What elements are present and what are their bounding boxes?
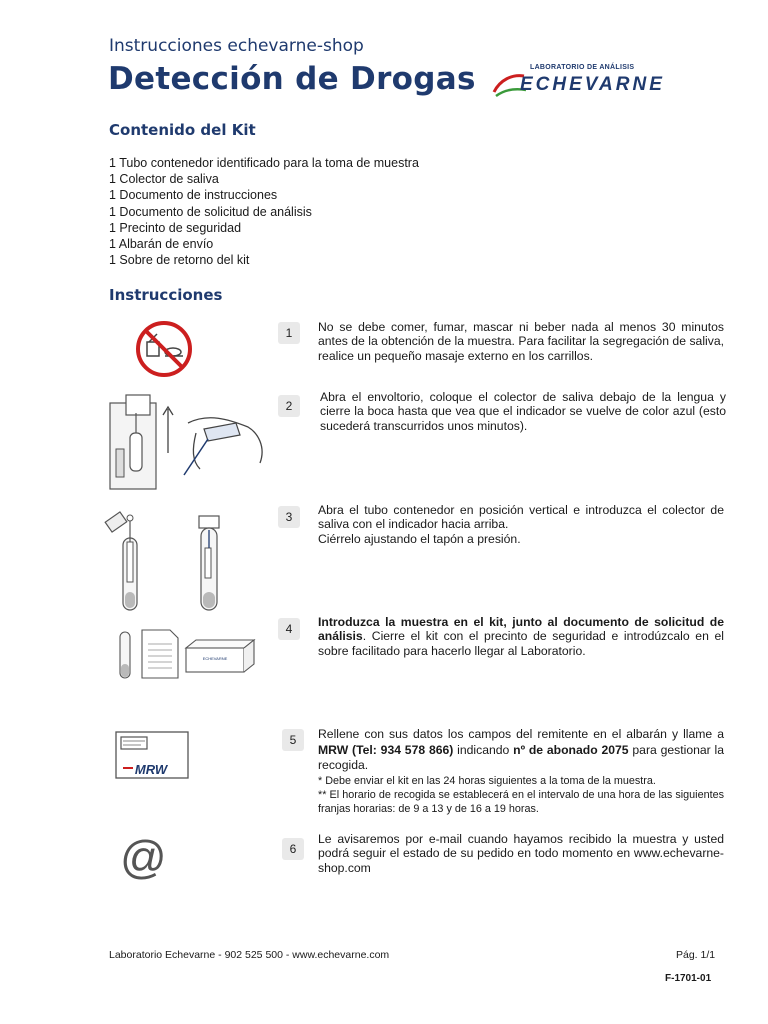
envelope-brand: MRW [134, 762, 168, 777]
step-text-mid: indicando [453, 742, 514, 757]
kit-box-icon [112, 626, 260, 682]
mrw-phone: MRW (Tel: 934 578 866) [318, 742, 454, 757]
instructions-heading: Instrucciones [109, 286, 223, 304]
step-text: Abra el envoltorio, coloque el colector de saliva debajo de la lengua y cierre la boca hasta que vea que el indicador se vuelve de color azul (esto sucederá transcurridos unos minutos). [320, 390, 726, 433]
document-code: F-1701-01 [665, 973, 712, 984]
step-note: * Debe enviar el kit en las 24 horas siguientes a la toma de la muestra. [318, 774, 656, 787]
step-number: 1 [278, 322, 300, 344]
tube-icon [103, 508, 233, 613]
mrw-envelope-icon [115, 731, 191, 781]
footer-contact: Laboratorio Echevarne - 902 525 500 - www.echevarne.com [109, 949, 390, 961]
kit-item: 1 Tubo contenedor identificado para la toma de muestra [109, 156, 419, 170]
subscriber-number: nº de abonado 2075 [513, 742, 629, 757]
step-number: 3 [278, 506, 300, 528]
step-text-post: para gestionar la recogida. [318, 742, 725, 772]
step-text [318, 503, 724, 546]
step-text-line: Ciérrelo ajustando el tapón a presión. [318, 531, 521, 546]
step-number: 6 [282, 838, 304, 860]
step-text-rest: . Cierre el kit con el precinto de seguridad e introdúzcalo en el sobre facilitado para hacerlo llegar al Laboratorio. [318, 629, 724, 658]
step-number: 5 [282, 729, 304, 751]
kit-item: 1 Precinto de seguridad [109, 220, 242, 235]
logo-tagline: LABORATORIO DE ANÁLISIS [530, 64, 635, 71]
step-text [318, 727, 724, 816]
saliva-collector-icon [108, 393, 273, 493]
step-note: ** El horario de recogida se establecerá en el intervalo de una hora de las siguientes franjas horarias: de 9 a 13 y de 16 a 19 horas. [318, 788, 724, 815]
step-text-line: Abra el tubo contenedor en posición vertical e introduzca el colector de saliva con el indicador hacia arriba. [318, 503, 724, 532]
kit-list [109, 155, 419, 268]
at-icon: @ [120, 831, 167, 883]
kit-item: 1 Sobre de retorno del kit [109, 253, 250, 268]
page-number: Pág. 1/1 [676, 949, 716, 961]
box-label: ECHEVARNE [202, 656, 228, 661]
echevarne-logo [490, 62, 720, 104]
no-eating-icon [135, 320, 195, 380]
step-number: 4 [278, 618, 300, 640]
logo-name: ECHEVARNE [520, 74, 665, 95]
step-text-pre: Rellene con sus datos los campos del remitente en el albarán y llame a [318, 727, 724, 741]
kit-item: 1 Albarán de envío [109, 237, 214, 252]
kit-item: 1 Documento de solicitud de análisis [109, 204, 312, 219]
step-text [318, 615, 724, 658]
header-subtitle: Instrucciones echevarne-shop [109, 36, 364, 56]
kit-heading: Contenido del Kit [109, 121, 256, 139]
step-number: 2 [278, 395, 300, 417]
kit-item: 1 Documento de instrucciones [109, 188, 278, 203]
kit-item: 1 Colector de saliva [109, 172, 219, 187]
page-title: Detección de Drogas [108, 61, 476, 97]
step-text: Le avisaremos por e-mail cuando hayamos recibido la muestra y usted podrá seguir el estado de su pedido en todo momento en www.echevarne-shop.com [318, 832, 724, 875]
step-text: No se debe comer, fumar, mascar ni beber nada al menos 30 minutos antes de la obtención de la muestra. Para facilitar la segregación de saliva, realice un pequeño masaje externo en los carrillos. [318, 320, 724, 363]
step-text-bold: Introduzca la muestra en el kit, junto al documento de solicitud de análisis [318, 615, 724, 644]
